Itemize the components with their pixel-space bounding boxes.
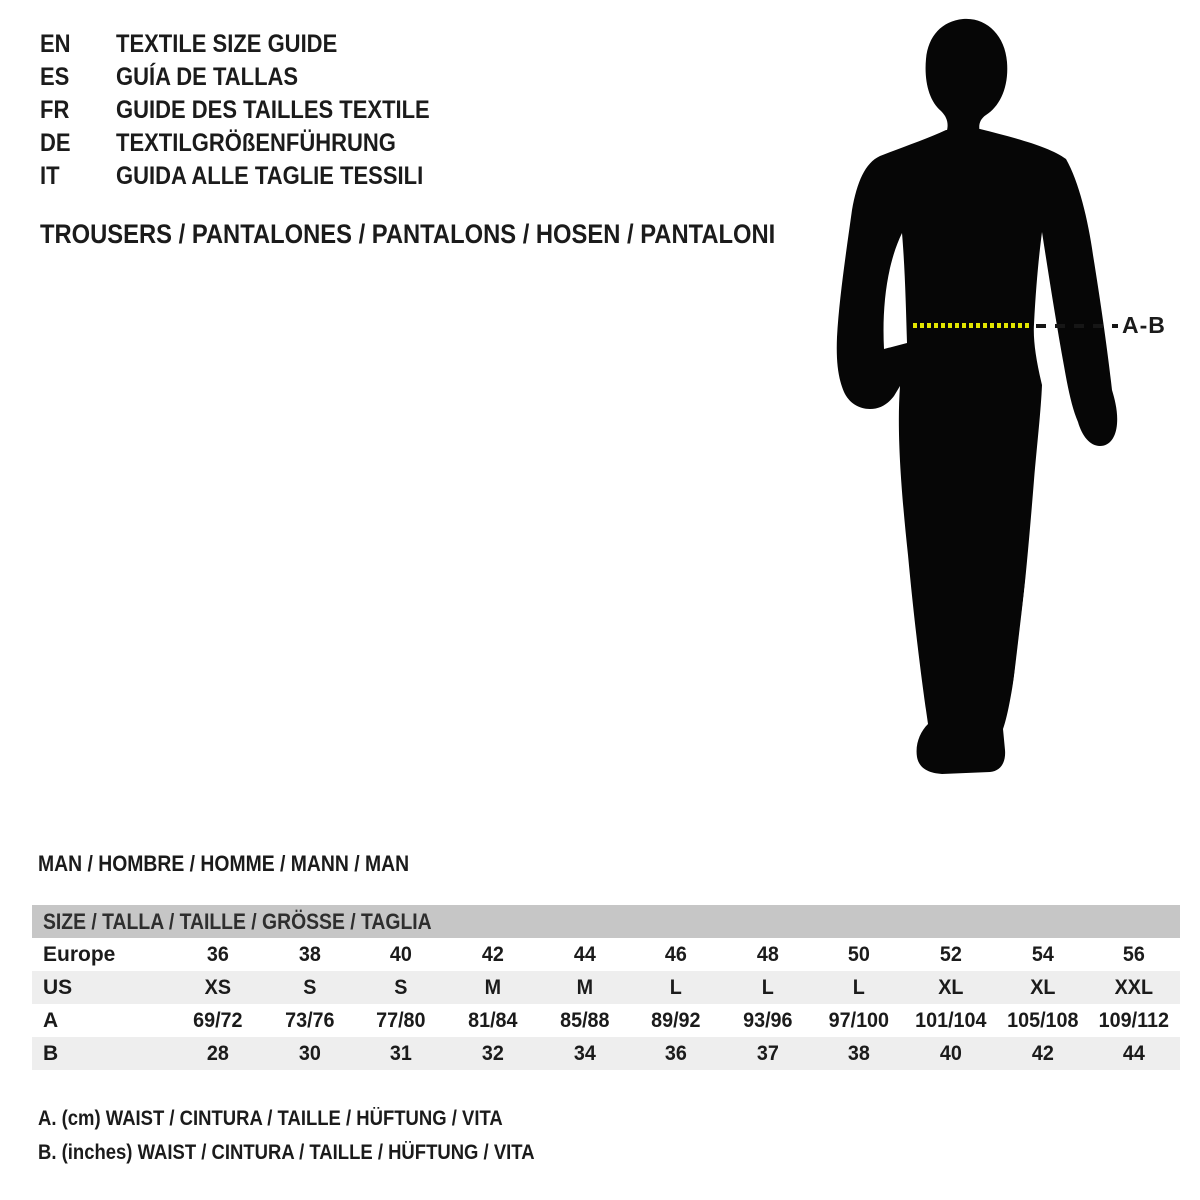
cell: 109/112 [1099,1008,1170,1032]
cell: 73/76 [284,1008,335,1032]
cell: 56 [1123,942,1146,966]
cell: 105/108 [1006,1008,1079,1032]
cell: 42 [481,942,504,966]
silhouette-head [926,19,1008,134]
table-row-b-inches [32,1037,1180,1070]
cell: 54 [1031,942,1054,966]
cell: 89/92 [651,1008,701,1032]
table-row-a-cm [32,1004,1180,1037]
language-code: DE [40,129,71,157]
row-label: US [43,975,73,999]
cell: 77/80 [376,1008,426,1032]
cell: 93/96 [742,1008,793,1032]
language-label: GUIDA ALLE TAGLIE TESSILI [116,162,424,190]
cell: 52 [939,942,962,966]
cell: 85/88 [559,1008,610,1032]
cell: L [853,975,866,999]
cell: 42 [1031,1041,1054,1065]
cell: XXL [1115,975,1154,999]
cell: 40 [390,942,413,966]
category-title: TROUSERS / PANTALONES / PANTALONS / HOSEN / PANTALONI [40,219,776,249]
cell: 36 [206,942,229,966]
cell: S [394,975,408,999]
table-row-us [32,971,1180,1004]
size-table [32,905,1180,1070]
cell: M [576,975,593,999]
cell: 44 [573,942,596,966]
language-code: FR [40,96,70,124]
cell: 46 [665,942,688,966]
note-a: A. (cm) WAIST / CINTURA / TAILLE / HÜFTUNG / VITA [38,1107,503,1130]
cell: L [669,975,683,999]
language-code: ES [40,63,70,91]
cell: 30 [298,1041,321,1065]
cell: 50 [848,942,871,966]
language-row-fr [40,94,473,127]
language-code: EN [40,30,71,58]
cell: 101/104 [915,1008,987,1032]
cell: XL [1029,975,1056,999]
language-label: GUIDE DES TAILLES TEXTILE [116,96,430,124]
row-label: B [43,1041,59,1065]
size-table-header: SIZE / TALLA / TAILLE / GRÖSSE / TAGLIA [32,905,1180,938]
cell: 31 [390,1041,413,1065]
measure-label: A-B [1122,312,1166,338]
waist-measure-dash-line [1036,324,1118,328]
cell: 34 [573,1041,596,1065]
cell: 38 [298,942,321,966]
cell: 28 [206,1041,229,1065]
note-b: B. (inches) WAIST / CINTURA / TAILLE / HÜFTUNG / VITA [38,1141,535,1164]
language-label: TEXTILGRÖßENFÜHRUNG [116,129,396,157]
cell: 81/84 [468,1008,518,1032]
language-title-list [40,28,473,193]
cell: L [761,975,774,999]
section-title: MAN / HOMBRE / HOMME / MANN / MAN [38,851,410,876]
silhouette-body [837,129,1117,774]
language-code: IT [40,162,60,190]
table-row-europe [32,938,1180,971]
language-label: TEXTILE SIZE GUIDE [116,30,338,58]
language-row-it [40,160,473,193]
cell: 44 [1123,1041,1146,1065]
row-label: Europe [43,942,116,966]
cell: 97/100 [829,1008,890,1032]
cell: 36 [665,1041,688,1065]
cell: XL [938,975,964,999]
cell: 32 [481,1041,504,1065]
cell: XS [204,975,231,999]
language-row-es [40,61,473,94]
waist-measure-dotted-line [913,323,1030,328]
language-row-en [40,28,473,61]
language-label: GUÍA DE TALLAS [116,63,299,91]
language-row-de [40,127,473,160]
cell: 69/72 [193,1008,243,1032]
cell: M [484,975,501,999]
measurement-notes [38,1102,602,1170]
cell: 38 [848,1041,871,1065]
cell: 40 [939,1041,962,1065]
man-silhouette [820,10,1140,780]
cell: S [302,975,317,999]
row-label: A [43,1008,59,1032]
cell: 48 [756,942,779,966]
cell: 37 [756,1041,779,1065]
